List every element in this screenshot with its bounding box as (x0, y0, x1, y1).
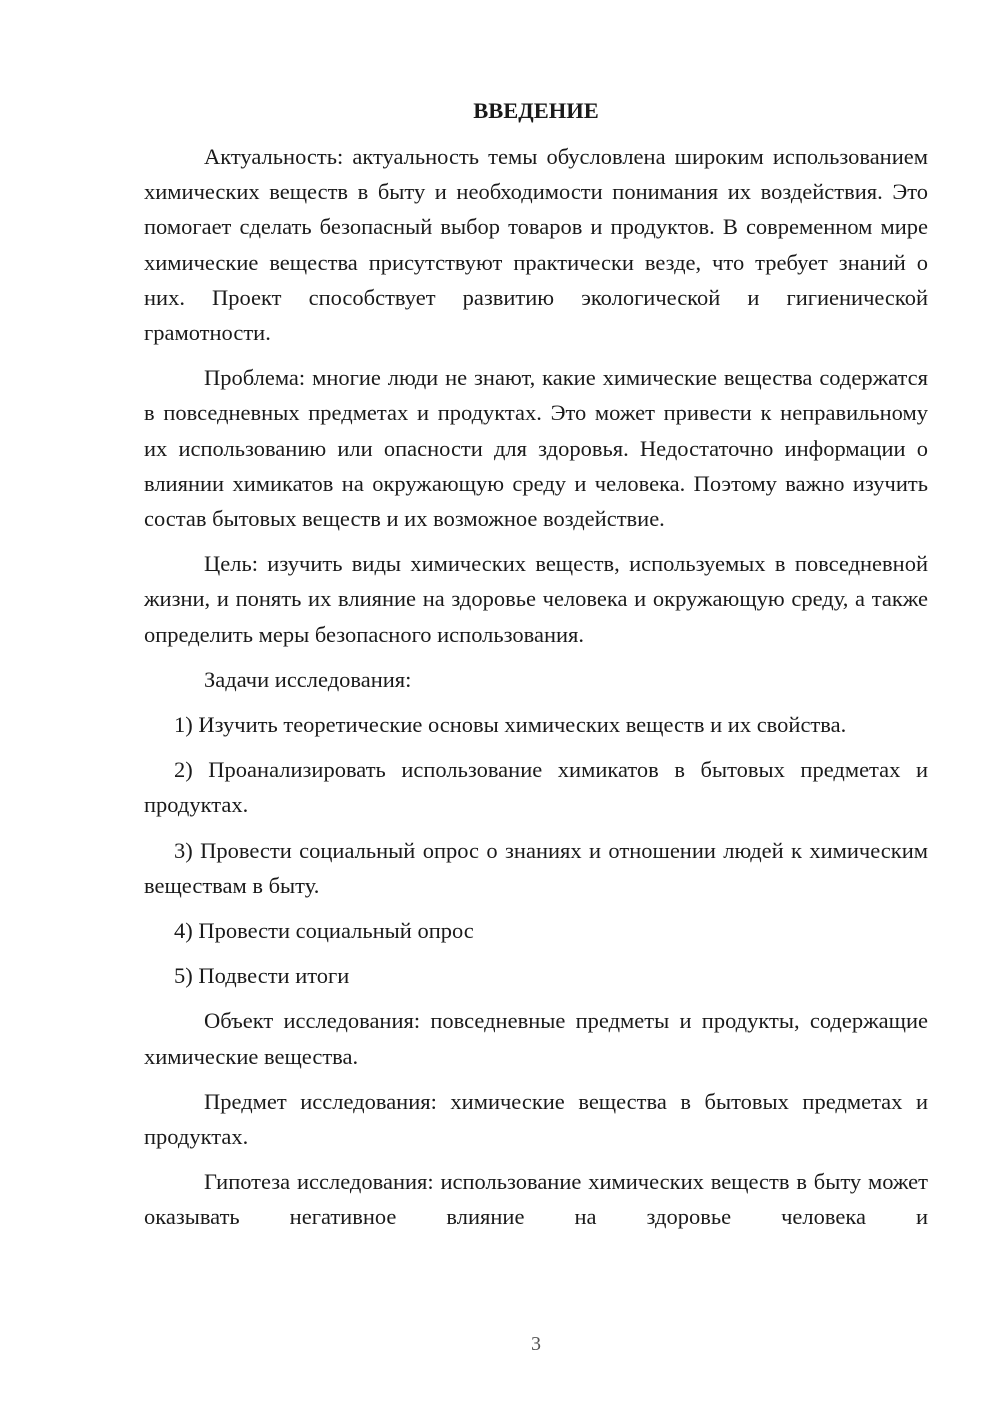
page-number: 3 (531, 1333, 541, 1355)
paragraph-goal: Цель: изучить виды химических веществ, используемых в повседневной жизни, и понять их влияние на здоровье человека и окружающую среду, а также определить меры безопасного использования. (144, 551, 928, 647)
tasks-title: Задачи исследования: (204, 666, 412, 692)
task-item-4: 4) Провести социальный опрос (174, 918, 474, 944)
section-heading: ВВЕДЕНИЕ (473, 98, 599, 123)
task-item-5: 5) Подвести итоги (174, 963, 350, 989)
paragraph-hypothesis: Гипотеза исследования: использование химических веществ в быту может оказывать негативное влияние на здоровье человека и (144, 1169, 928, 1230)
paragraph-relevance: Актуальность: актуальность темы обусловлена широким использованием химических веществ в быту и необходимости понимания их воздействия. Это помогает сделать безопасный выбор товаров и продуктов. В современном мире химические вещества присутствуют практически везде, что требует знаний о них. Проект способствует развитию экологической и гигиенической грамотности. (144, 144, 928, 346)
task-item-3: 3) Провести социальный опрос о знаниях и отношении людей к химическим веществам в быту. (144, 837, 928, 898)
page-content (144, 96, 928, 1245)
paragraph-subject: Предмет исследования: химические вещества в бытовых предметах и продуктах. (144, 1088, 928, 1150)
task-item-1: 1) Изучить теоретические основы химических веществ и их свойства. (174, 712, 847, 738)
paragraph-problem: Проблема: многие люди не знают, какие химические вещества содержатся в повседневных предметах и продуктах. Это может привести к неправильному их использованию или опасности для здоровья. Недостаточно информации о влиянии химикатов на окружающую среду и человека. Поэтому важно изучить состав бытовых веществ и их возможное воздействие. (144, 365, 928, 532)
paragraph-object: Объект исследования: повседневные предметы и продукты, содержащие химические вещества. (144, 1008, 928, 1069)
task-item-2: 2) Проанализировать использование химикатов в бытовых предметах и продуктах. (144, 757, 928, 818)
